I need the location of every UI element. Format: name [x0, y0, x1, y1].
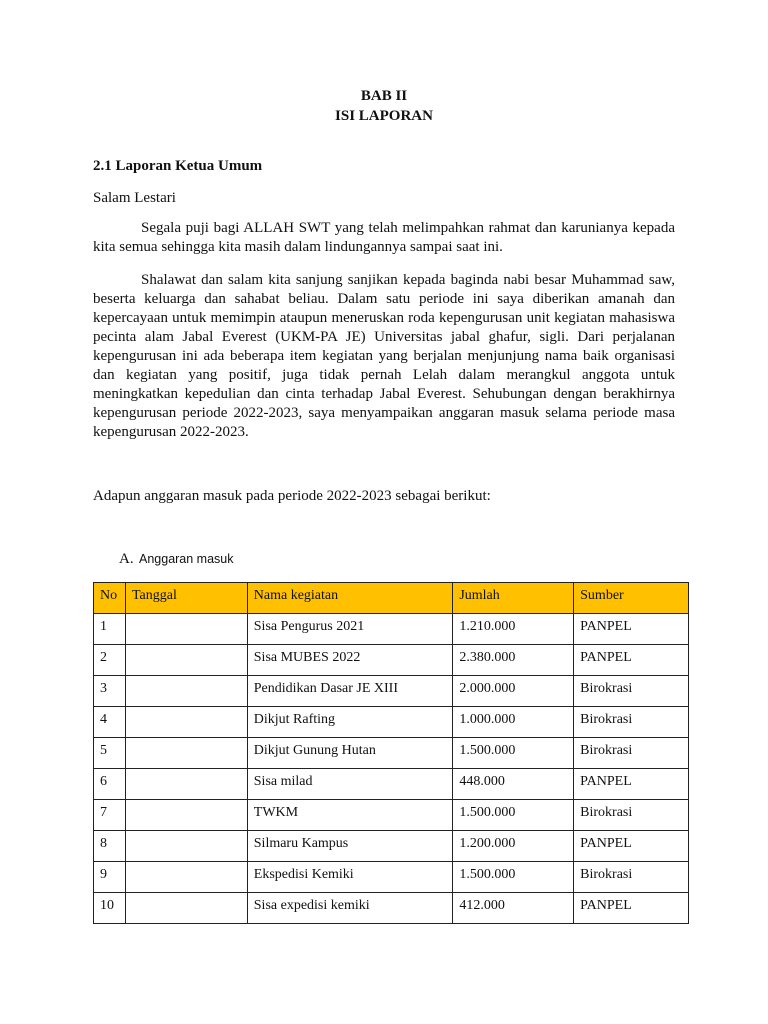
cell-nama: Ekspedisi Kemiki: [247, 862, 453, 893]
cell-jumlah: 1.500.000: [453, 862, 574, 893]
cell-no: 9: [94, 862, 126, 893]
cell-tanggal: [125, 707, 247, 738]
chapter-number: BAB II: [360, 88, 408, 104]
section-heading: 2.1 Laporan Ketua Umum: [93, 158, 263, 174]
paragraph-2: Shalawat dan salam kita sanjung sanjikan kepada baginda nabi besar Muhammad saw, beserta keluarga dan sahabat beliau. Dalam satu periode ini saya diberikan amanah dan kepercayaan untuk memimpin ataupun meneruskan roda kepengurusan unit kegiatan mahasiswa pecinta alam Jabal Everest (UKM-PA JE) Universitas jabal ghafur, sigli. Dari perjalanan kepengurusan ini ada beberapa item kegiatan yang berjalan menjunjung nama baik organisasi dan kegiatan yang positif, juga tidak pernah Lelah dalam merangkul anggota untuk meningkatkan kepedulian dan cinta terhadap Jabal Everest. Sehubungan dengan berakhirnya kepengurusan periode 2022-2023, saya menyampaikan anggaran masuk selama periode masa kepengurusan 2022-2023.: [93, 272, 675, 440]
header-jumlah: Jumlah: [453, 583, 574, 614]
cell-nama: Sisa Pengurus 2021: [247, 614, 453, 645]
table-row: [94, 707, 689, 738]
budget-table: [93, 582, 689, 924]
cell-nama: TWKM: [247, 800, 453, 831]
chapter-title-block: [0, 86, 768, 126]
cell-jumlah: 1.210.000: [453, 614, 574, 645]
list-item-anggaran-masuk: [119, 550, 234, 568]
table-row: [94, 800, 689, 831]
cell-sumber: Birokrasi: [574, 800, 689, 831]
cell-tanggal: [125, 800, 247, 831]
cell-jumlah: 2.380.000: [453, 645, 574, 676]
table-row: [94, 676, 689, 707]
header-tanggal: Tanggal: [125, 583, 247, 614]
cell-jumlah: 412.000: [453, 893, 574, 924]
table-header-row: [94, 583, 689, 614]
cell-nama: Dikjut Gunung Hutan: [247, 738, 453, 769]
table-row: [94, 893, 689, 924]
cell-nama: Silmaru Kampus: [247, 831, 453, 862]
table-row: [94, 831, 689, 862]
cell-no: 8: [94, 831, 126, 862]
header-no: No: [94, 583, 126, 614]
cell-nama: Pendidikan Dasar JE XIII: [247, 676, 453, 707]
table-row: [94, 614, 689, 645]
cell-sumber: PANPEL: [574, 614, 689, 645]
cell-sumber: PANPEL: [574, 893, 689, 924]
cell-no: 7: [94, 800, 126, 831]
cell-sumber: Birokrasi: [574, 862, 689, 893]
cell-nama: Dikjut Rafting: [247, 707, 453, 738]
cell-nama: Sisa milad: [247, 769, 453, 800]
cell-jumlah: 1.200.000: [453, 831, 574, 862]
cell-sumber: PANPEL: [574, 645, 689, 676]
cell-no: 5: [94, 738, 126, 769]
cell-tanggal: [125, 862, 247, 893]
cell-tanggal: [125, 614, 247, 645]
cell-sumber: Birokrasi: [574, 738, 689, 769]
cell-no: 6: [94, 769, 126, 800]
cell-sumber: PANPEL: [574, 831, 689, 862]
cell-jumlah: 1.000.000: [453, 707, 574, 738]
list-marker: A.: [119, 551, 134, 567]
cell-tanggal: [125, 893, 247, 924]
cell-jumlah: 1.500.000: [453, 800, 574, 831]
cell-tanggal: [125, 676, 247, 707]
cell-nama: Sisa MUBES 2022: [247, 645, 453, 676]
header-nama-kegiatan: Nama kegiatan: [247, 583, 453, 614]
cell-sumber: Birokrasi: [574, 707, 689, 738]
cell-jumlah: 2.000.000: [453, 676, 574, 707]
cell-tanggal: [125, 831, 247, 862]
table-row: [94, 738, 689, 769]
cell-sumber: Birokrasi: [574, 676, 689, 707]
header-sumber: Sumber: [574, 583, 689, 614]
cell-tanggal: [125, 769, 247, 800]
cell-tanggal: [125, 645, 247, 676]
cell-no: 10: [94, 893, 126, 924]
table-row: [94, 645, 689, 676]
cell-no: 1: [94, 614, 126, 645]
greeting: Salam Lestari: [93, 190, 176, 206]
chapter-title: ISI LAPORAN: [335, 108, 433, 124]
cell-no: 3: [94, 676, 126, 707]
list-label-text: Anggaran masuk: [139, 552, 234, 566]
cell-tanggal: [125, 738, 247, 769]
budget-intro-line: Adapun anggaran masuk pada periode 2022-2023 sebagai berikut:: [93, 488, 491, 504]
cell-nama: Sisa expedisi kemiki: [247, 893, 453, 924]
cell-jumlah: 448.000: [453, 769, 574, 800]
cell-no: 2: [94, 645, 126, 676]
cell-sumber: PANPEL: [574, 769, 689, 800]
cell-no: 4: [94, 707, 126, 738]
table-row: [94, 862, 689, 893]
cell-jumlah: 1.500.000: [453, 738, 574, 769]
table-row: [94, 769, 689, 800]
paragraph-1: Segala puji bagi ALLAH SWT yang telah melimpahkan rahmat dan karunianya kepada kita semua sehingga kita masih dalam lindungannya sampai saat ini.: [93, 220, 675, 255]
